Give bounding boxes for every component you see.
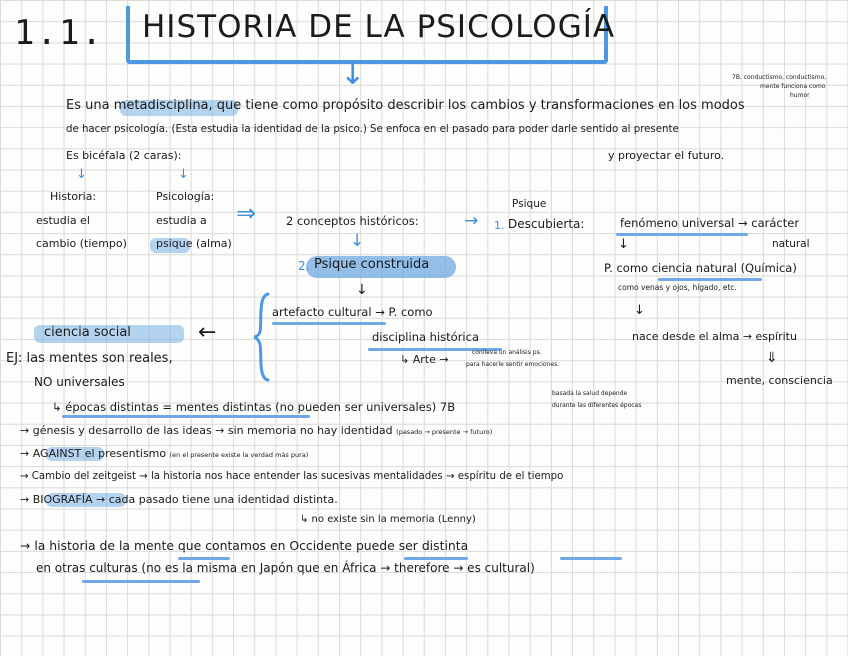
epocas-note-2: durante las diferentes épocas [552, 402, 642, 409]
epocas-distintas: ↳ épocas distintas = mentes distintas (no pueden ser universales) 7B [52, 400, 456, 414]
bullet-genesis [20, 425, 492, 438]
ejemplo-line-2: NO universales [34, 375, 125, 389]
historia-line-3: cambio (tiempo) [36, 237, 127, 250]
nace-desde-alma: nace desde el alma → espíritu [632, 330, 797, 343]
bullet-occidente: → la historia de la mente que contamos en Occidente puede ser distinta [20, 538, 469, 553]
intro-line-3: Es bicéfala (2 caras): [66, 149, 182, 162]
page-title: HISTORIA DE LA PSICOLOGÍA [142, 9, 616, 45]
psicologia-label: Psicología: [156, 190, 215, 203]
natural-text: natural [772, 238, 810, 250]
epocas-note-1: basada la salud depende [552, 390, 628, 397]
arte-text: ↳ Arte → [400, 353, 449, 366]
mente-consciencia: mente, consciencia [726, 374, 833, 387]
right-arrow-icon: ⇒ [236, 199, 257, 227]
historia-line-2: estudia el [36, 214, 90, 227]
artefacto-cultural: artefacto cultural → P. como [272, 305, 433, 319]
underline-epocas [62, 415, 310, 418]
descubierta-label: Descubierta: [508, 217, 585, 231]
psicologia-line-2: estudia a [156, 214, 207, 227]
term-construida: construida [360, 257, 430, 272]
side-note-2: mente funciona como [760, 83, 826, 90]
historia-label: Historia: [50, 190, 97, 203]
section-number: 1.1. [14, 13, 104, 53]
side-note-1: 7B. conductismo, conductismo, [732, 74, 827, 81]
down-arrow-icon: ↓ [350, 231, 365, 251]
intro-line-1 [66, 99, 745, 114]
down-arrow-icon: ↓ [178, 167, 189, 182]
bullet-against [20, 448, 308, 461]
underline-ciencia-natural [658, 278, 762, 281]
fenomeno-universal: fenómeno universal → carácter [620, 216, 800, 230]
right-arrow-icon: → [464, 211, 479, 231]
underline-culturas [82, 580, 200, 583]
term-psique: Psique [314, 257, 357, 272]
bullet-culturas: en otras culturas (no es la misma en Japón que en África → therefore → es cultural) [36, 561, 535, 575]
down-arrow-icon: ↓ [634, 303, 645, 318]
intro-line-3-right: y proyectar el futuro. [608, 149, 725, 162]
down-arrow-icon: ↓ [76, 167, 87, 182]
psique-construida [314, 258, 429, 273]
biografia-sub: ↳ no existe sin la memoria (Lenny) [300, 514, 476, 525]
underline-distinta [560, 557, 622, 560]
brace-icon [252, 292, 272, 382]
bullet-text: → génesis y desarrollo de las ideas → sin memoria no hay identidad [20, 424, 393, 437]
down-arrow-icon: ⇓ [766, 350, 778, 366]
left-arrow-icon: ← [198, 320, 217, 345]
bullet-biografia: → BIOGRAFÍA → cada pasado tiene una identidad distinta. [20, 493, 338, 506]
side-note-3: humor [790, 92, 810, 99]
term-metadisciplina: metadisciplina [113, 98, 209, 113]
intro-line-2: de hacer psicología. (Esta estudia la identidad de la psico.) Se enfoca en el pasado para poder darle sentido al presente [66, 124, 679, 135]
bullet-note: (pasado → presente → futuro) [396, 428, 493, 436]
conceptos-historicos: 2 conceptos históricos: [286, 214, 419, 228]
como-venas: como venas y ojos, hígado, etc. [618, 283, 737, 292]
down-arrow-icon: ↓ [340, 57, 366, 92]
intro-text: Es una [66, 98, 110, 113]
down-arrow-icon: ↓ [618, 237, 629, 252]
arte-note-2: para hacerle sentir emociones. [466, 361, 560, 368]
bullet-text: → AGAINST el presentismo [20, 447, 167, 460]
ciencia-natural: P. como ciencia natural (Química) [604, 261, 797, 275]
bullet-zeitgeist: → Cambio del zeitgeist → la historia nos hace entender las sucesivas mentalidades → espíritu de el tiempo [20, 471, 564, 482]
descubierta-number: 1. [494, 219, 505, 232]
construida-number: 2. [298, 259, 310, 273]
disciplina-historica: disciplina histórica [372, 330, 479, 344]
down-arrow-icon: ↓ [356, 282, 368, 298]
ciencia-social: ciencia social [44, 325, 131, 340]
psique-small: Psique [512, 198, 547, 210]
term-psique: psique [156, 237, 193, 250]
arte-note-1: conlleva un análisis ps. [472, 349, 542, 356]
underline-mente [178, 557, 230, 560]
underline-artefacto [272, 322, 386, 325]
intro-text: , que tiene como propósito describir los cambios y transformaciones en los modos [208, 98, 745, 113]
underline-occidente [404, 557, 468, 560]
psicologia-line-3 [156, 238, 232, 251]
bullet-note: (en el presente existe la verdad más pura) [169, 451, 309, 459]
underline-fenomeno [616, 233, 748, 236]
ejemplo-line-1: EJ: las mentes son reales, [6, 351, 173, 366]
alma-text: (alma) [196, 237, 232, 250]
